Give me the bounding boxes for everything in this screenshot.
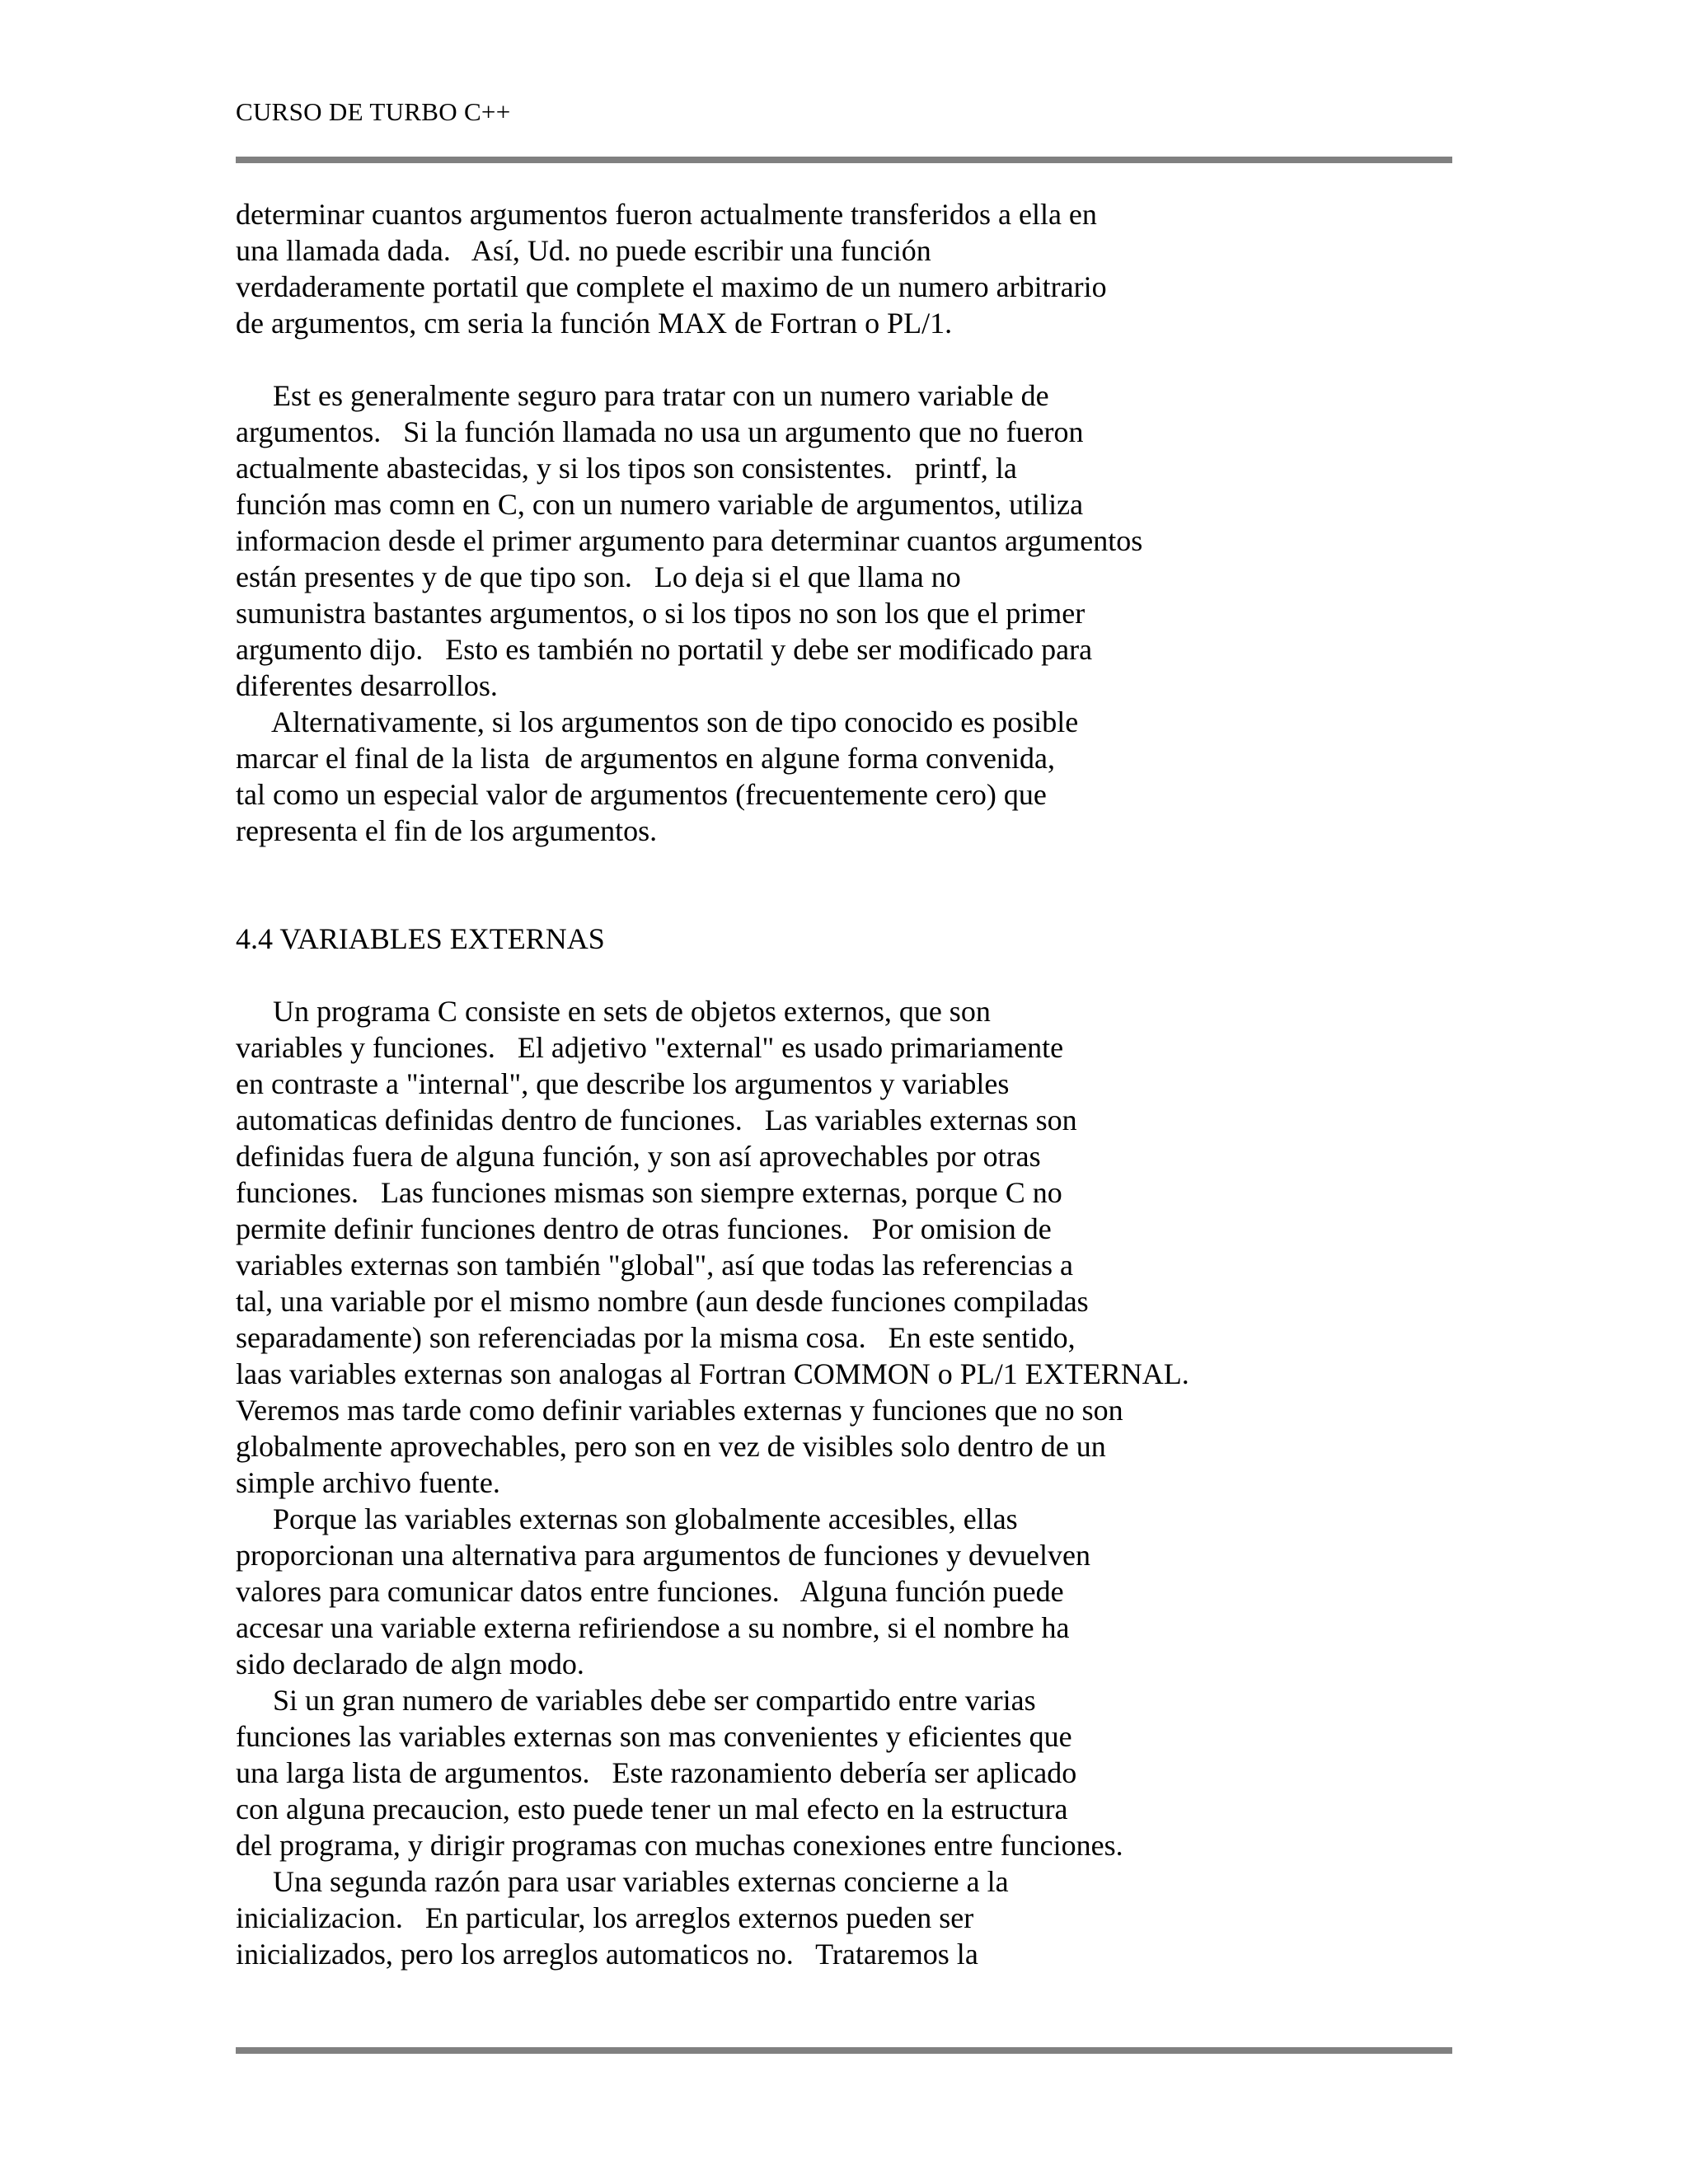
text-line: tal, una variable por el mismo nombre (aun desde funciones compiladas (236, 1285, 1089, 1318)
text-line: argumento dijo. Esto es también no portatil y debe ser modificado para (236, 633, 1093, 666)
text-line: valores para comunicar datos entre funciones. Alguna función puede (236, 1575, 1064, 1608)
text-line: variables externas son también "global", así que todas las referencias a (236, 1249, 1074, 1282)
text-line: marcar el final de la lista de argumentos en algune forma convenida, (236, 742, 1055, 775)
text-line: una larga lista de argumentos. Este razonamiento debería ser aplicado (236, 1756, 1077, 1789)
text-line: automaticas definidas dentro de funciones. Las variables externas son (236, 1104, 1077, 1137)
text-line: argumentos. Si la función llamada no usa un argumento que no fueron (236, 415, 1084, 448)
text-line: proporcionan una alternativa para argumentos de funciones y devuelven (236, 1539, 1090, 1572)
text-line: de argumentos, cm seria la función MAX de Fortran o PL/1. (236, 307, 953, 340)
text-line: Un programa C consiste en sets de objetos externos, que son (236, 995, 991, 1028)
text-line: función mas comn en C, con un numero variable de argumentos, utiliza (236, 488, 1084, 521)
text-line: una llamada dada. Así, Ud. no puede escribir una función (236, 234, 931, 267)
text-line: sumunistra bastantes argumentos, o si los tipos no son los que el primer (236, 597, 1085, 630)
text-line: accesar una variable externa refiriendose a su nombre, si el nombre ha (236, 1611, 1070, 1644)
text-line: sido declarado de algn modo. (236, 1647, 584, 1680)
text-line: Si un gran numero de variables debe ser compartido entre varias (236, 1684, 1036, 1717)
text-line: simple archivo fuente. (236, 1466, 500, 1499)
text-line: Porque las variables externas son globalmente accesibles, ellas (236, 1502, 1018, 1535)
text-line: permite definir funciones dentro de otras funciones. Por omision de (236, 1212, 1052, 1245)
text-line: actualmente abastecidas, y si los tipos son consistentes. printf, la (236, 452, 1017, 485)
text-line: laas variables externas son analogas al Fortran COMMON o PL/1 EXTERNAL. (236, 1357, 1189, 1390)
text-line: definidas fuera de alguna función, y son así aprovechables por otras (236, 1140, 1041, 1173)
section-heading: 4.4 VARIABLES EXTERNAS (236, 922, 605, 955)
text-line: Una segunda razón para usar variables externas concierne a la (236, 1865, 1009, 1898)
text-line: Est es generalmente seguro para tratar con un numero variable de (236, 379, 1049, 412)
text-line: representa el fin de los argumentos. (236, 814, 658, 847)
text-line: del programa, y dirigir programas con muchas conexiones entre funciones. (236, 1829, 1123, 1862)
text-line: determinar cuantos argumentos fueron actualmente transferidos a ella en (236, 198, 1097, 231)
text-line: están presentes y de que tipo son. Lo deja si el que llama no (236, 560, 961, 593)
footer-rule (236, 2047, 1452, 2054)
text-line: separadamente) son referenciadas por la misma cosa. En este sentido, (236, 1321, 1076, 1354)
text-line: variables y funciones. El adjetivo "external" es usado primariamente (236, 1031, 1064, 1064)
text-line: informacion desde el primer argumento para determinar cuantos argumentos (236, 524, 1143, 557)
text-line: con alguna precaucion, esto puede tener un mal efecto en la estructura (236, 1793, 1068, 1825)
text-line: tal como un especial valor de argumentos (frecuentemente cero) que (236, 778, 1047, 811)
text-line: Alternativamente, si los argumentos son de tipo conocido es posible (236, 705, 1079, 738)
text-line: globalmente aprovechables, pero son en vez de visibles solo dentro de un (236, 1430, 1106, 1463)
text-line: Veremos mas tarde como definir variables externas y funciones que no son (236, 1394, 1123, 1427)
text-line: inicializacion. En particular, los arreglos externos pueden ser (236, 1901, 974, 1934)
text-line: diferentes desarrollos. (236, 669, 498, 702)
running-header: CURSO DE TURBO C++ (236, 97, 511, 126)
header-rule (236, 157, 1452, 163)
text-line: verdaderamente portatil que complete el maximo de un numero arbitrario (236, 270, 1107, 303)
text-line: inicializados, pero los arreglos automaticos no. Trataremos la (236, 1938, 978, 1971)
text-line: funciones. Las funciones mismas son siempre externas, porque C no (236, 1176, 1062, 1209)
text-line: en contraste a "internal", que describe los argumentos y variables (236, 1067, 1010, 1100)
text-line: funciones las variables externas son mas convenientes y eficientes que (236, 1720, 1072, 1753)
